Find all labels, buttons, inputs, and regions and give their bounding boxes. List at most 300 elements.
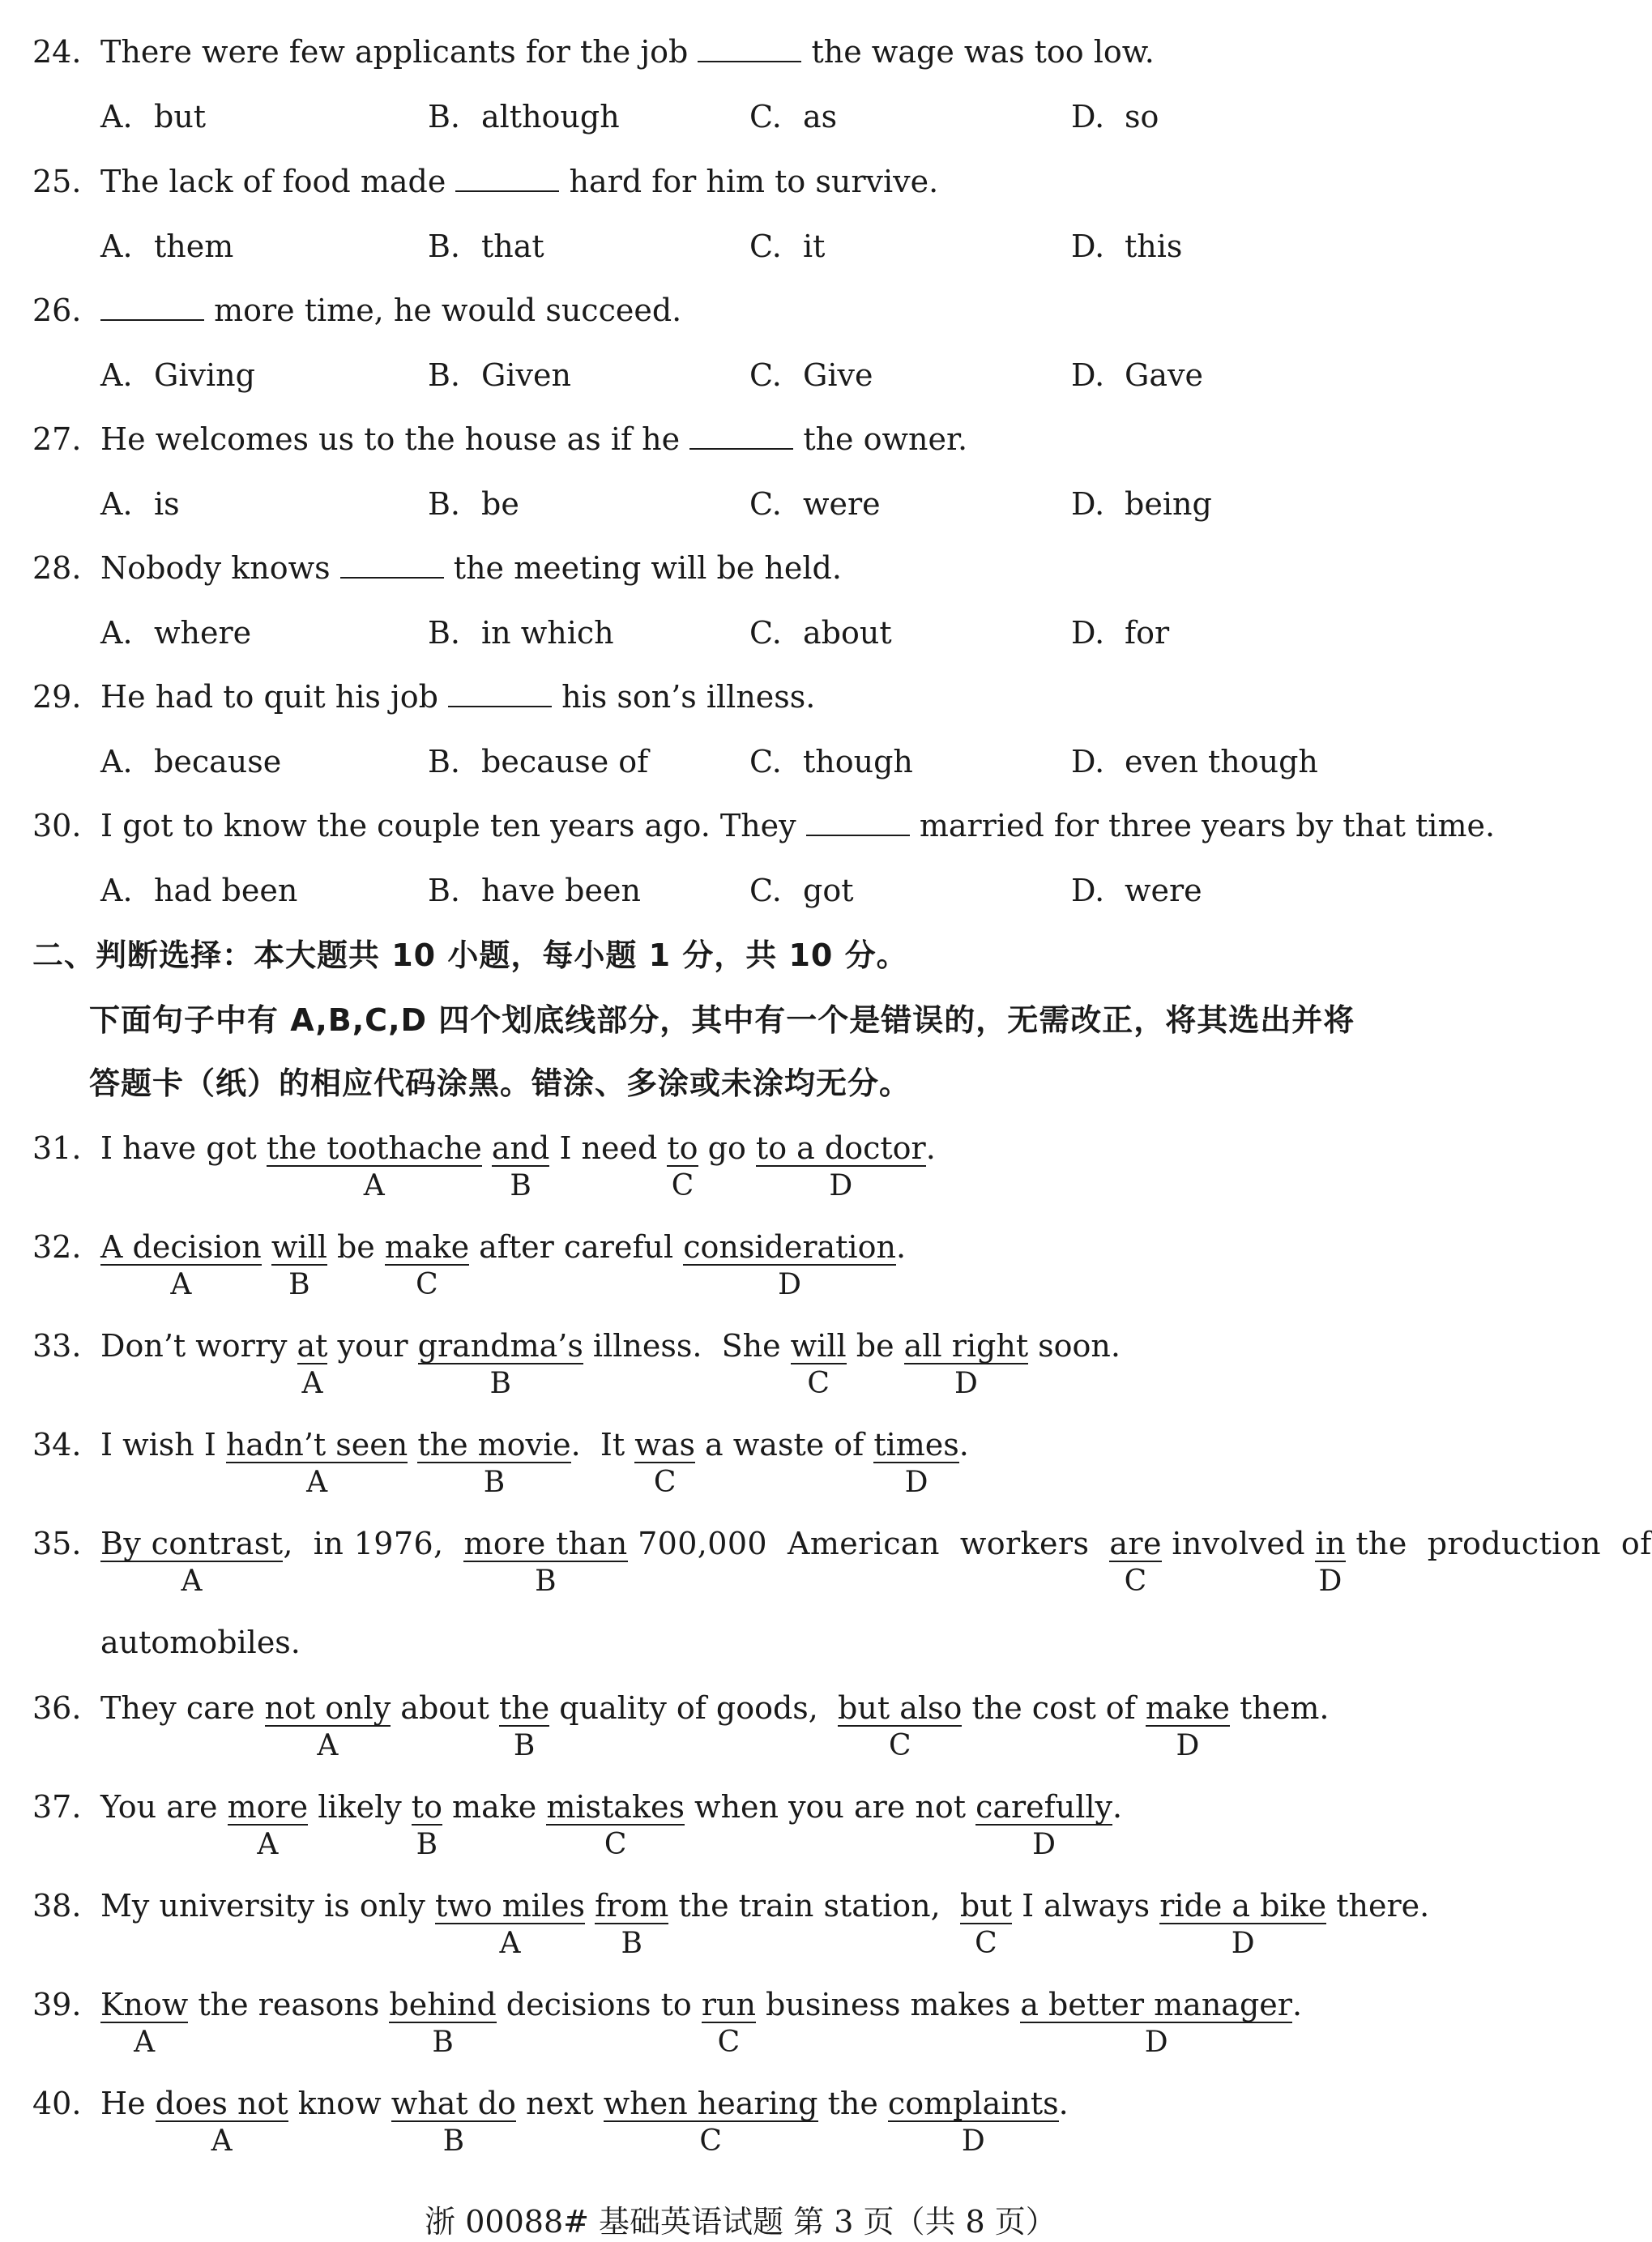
underlined-part-d[interactable]: [1315, 1526, 1346, 1598]
part-label: A: [257, 1828, 279, 1861]
option-d[interactable]: [1071, 228, 1183, 264]
underlined-text: Know: [100, 1987, 189, 2022]
underlined-part-c[interactable]: [634, 1427, 695, 1499]
option-text: about: [803, 615, 892, 651]
part-label: A: [134, 2026, 156, 2059]
underlined-text: are: [1109, 1526, 1162, 1561]
part-label: C: [699, 2125, 722, 2158]
option-text: Gave: [1125, 357, 1203, 393]
underlined-text: and: [491, 1130, 550, 1166]
underlined-part-d[interactable]: [975, 1789, 1112, 1861]
option-d[interactable]: [1071, 99, 1159, 135]
underlined-part-d[interactable]: [1159, 1888, 1327, 1960]
question-number: 31.: [32, 1130, 82, 1166]
part-label: C: [604, 1828, 627, 1861]
underlined-part-a[interactable]: [297, 1328, 328, 1400]
part-label: B: [442, 2125, 465, 2158]
underlined-part-d[interactable]: [1020, 1987, 1292, 2059]
option-letter: D.: [1071, 744, 1105, 779]
option-letter: B.: [428, 357, 461, 393]
sentence-text: there.: [1326, 1888, 1430, 1924]
underlined-text: when hearing: [603, 2086, 818, 2121]
underlined-text: consideration: [683, 1229, 896, 1265]
part-label: B: [288, 1268, 310, 1301]
sentence-text: the cost of: [962, 1690, 1146, 1726]
option-text: being: [1125, 486, 1212, 522]
option-text: that: [481, 228, 544, 264]
sentence-text: the reasons: [188, 1987, 390, 2022]
sentence-text: after careful: [469, 1229, 684, 1265]
sentence-text: I have got: [100, 1130, 267, 1166]
question-stem: [100, 421, 968, 457]
part-label: D: [961, 2125, 985, 2158]
underlined-part-d[interactable]: [903, 1328, 1029, 1400]
stem-text: the meeting will be held.: [453, 550, 842, 586]
underlined-text: all right: [903, 1328, 1029, 1364]
option-text: even though: [1125, 744, 1318, 779]
underlined-part-b[interactable]: [417, 1328, 583, 1400]
sentence-text: about: [391, 1690, 499, 1726]
question-sentence: [100, 1789, 1123, 1861]
part-label: B: [483, 1466, 506, 1499]
option-letter: B.: [428, 873, 461, 908]
underlined-part-d[interactable]: [1145, 1690, 1231, 1762]
option-text: because of: [481, 744, 649, 779]
option-c[interactable]: [749, 228, 826, 264]
underlined-text: but also: [838, 1690, 963, 1726]
option-a[interactable]: [100, 99, 207, 135]
sentence-text: .: [1112, 1789, 1123, 1825]
underlined-part-a[interactable]: [100, 1229, 262, 1301]
option-letter: C.: [749, 99, 782, 135]
sentence-text: [585, 1888, 595, 1924]
part-label: D: [1318, 1565, 1343, 1598]
underlined-part-b[interactable]: [271, 1229, 327, 1301]
question-sentence: [100, 1526, 1652, 1598]
underlined-part-c[interactable]: [838, 1690, 963, 1762]
part-label: D: [1176, 1729, 1200, 1762]
option-c[interactable]: [749, 99, 838, 135]
sentence-text: involved: [1161, 1526, 1316, 1561]
option-a[interactable]: [100, 228, 234, 264]
sentence-text: They care: [100, 1690, 265, 1726]
option-letter: C.: [749, 873, 782, 908]
part-label: A: [211, 2125, 233, 2158]
question-number: 38.: [32, 1888, 82, 1924]
sentence-text: them.: [1230, 1690, 1330, 1726]
sentence-text: be: [846, 1328, 904, 1364]
option-text: Given: [481, 357, 571, 393]
underlined-text: more: [227, 1789, 309, 1825]
option-text: it: [803, 228, 826, 264]
sentence-text: know: [288, 2086, 391, 2121]
underlined-part-c[interactable]: [790, 1328, 847, 1400]
underlined-text: By contrast: [100, 1526, 284, 1561]
section-instr1: 下面句子中有 A,B,C,D 四个划底线部分，其中有一个是错误的，无需改正，将其选出并将: [89, 1002, 1355, 1038]
option-c[interactable]: [749, 357, 873, 393]
underlined-text: will: [790, 1328, 847, 1364]
section-title: 二、判断选择：本大题共 10 小题，每小题 1 分，共 10 分。: [32, 937, 908, 973]
sentence-continuation: automobiles.: [100, 1625, 301, 1660]
sentence-text: You are: [100, 1789, 228, 1825]
sentence-text: .: [895, 1229, 907, 1265]
part-label: D: [1144, 2026, 1168, 2059]
sentence-text: I wish I: [100, 1427, 226, 1463]
sentence-text: I always: [1011, 1888, 1160, 1924]
option-letter: A.: [100, 357, 133, 393]
underlined-part-a[interactable]: [264, 1690, 391, 1762]
underlined-text: to a doctor: [755, 1130, 926, 1166]
sentence-text: when you are not: [684, 1789, 976, 1825]
answer-blank: [698, 36, 801, 62]
answer-blank: [455, 166, 559, 192]
underlined-text: but: [959, 1888, 1012, 1924]
underlined-text: complaints: [887, 2086, 1059, 2121]
option-letter: B.: [428, 228, 461, 264]
option-text: Giving: [154, 357, 255, 393]
sentence-text: .: [1058, 2086, 1069, 2121]
answer-blank: [806, 810, 910, 836]
part-label: D: [778, 1268, 802, 1301]
option-text: were: [803, 486, 881, 522]
part-label: A: [306, 1466, 328, 1499]
part-label: C: [416, 1268, 438, 1301]
option-text: because: [154, 744, 282, 779]
underlined-part-c[interactable]: [959, 1888, 1012, 1960]
option-text: though: [803, 744, 913, 779]
underlined-part-c[interactable]: [667, 1130, 698, 1202]
part-label: D: [829, 1169, 853, 1202]
underlined-part-c[interactable]: [546, 1789, 685, 1861]
question-sentence: [100, 1690, 1330, 1762]
part-label: B: [535, 1565, 557, 1598]
option-letter: C.: [749, 744, 782, 779]
part-label: B: [432, 2026, 454, 2059]
underlined-part-d[interactable]: [683, 1229, 896, 1301]
sentence-text: go: [698, 1130, 756, 1166]
option-letter: D.: [1071, 486, 1105, 522]
sentence-text: .: [1291, 1987, 1303, 2022]
underlined-text: behind: [389, 1987, 497, 2022]
option-letter: A.: [100, 228, 133, 264]
option-letter: B.: [428, 615, 461, 651]
stem-text: He welcomes us to the house as if he: [100, 421, 681, 457]
part-label: A: [317, 1729, 339, 1762]
question-number: 24.: [32, 34, 82, 70]
underlined-text: in: [1315, 1526, 1346, 1561]
section-instr2: 答题卡（纸）的相应代码涂黑。错涂、多涂或未涂均无分。: [89, 1065, 911, 1101]
option-text: although: [481, 99, 620, 135]
answer-blank: [340, 553, 444, 579]
underlined-text: a better manager: [1020, 1987, 1292, 2022]
option-b[interactable]: [428, 615, 614, 651]
part-label: C: [975, 1927, 997, 1960]
option-text: them: [154, 228, 234, 264]
sentence-text: [482, 1130, 492, 1166]
part-label: C: [888, 1729, 911, 1762]
underlined-part-a[interactable]: [155, 2086, 288, 2158]
underlined-part-a[interactable]: [100, 1526, 284, 1598]
part-label: D: [1231, 1927, 1255, 1960]
sentence-text: My university is only: [100, 1888, 435, 1924]
sentence-text: , in 1976,: [283, 1526, 464, 1561]
option-letter: B.: [428, 486, 461, 522]
part-label: A: [499, 1927, 521, 1960]
sentence-text: 700,000 American workers: [627, 1526, 1110, 1561]
question-sentence: [100, 1130, 936, 1202]
sentence-text: .: [925, 1130, 936, 1166]
question-stem: [100, 550, 842, 586]
underlined-part-b[interactable]: [411, 1789, 442, 1861]
underlined-part-a[interactable]: [266, 1130, 482, 1202]
underlined-part-a[interactable]: [225, 1427, 408, 1499]
underlined-part-d[interactable]: [873, 1427, 959, 1499]
question-number: 29.: [32, 679, 82, 715]
option-letter: C.: [749, 357, 782, 393]
question-stem: [100, 34, 1155, 70]
question-number: 33.: [32, 1328, 82, 1364]
question-stem: [100, 810, 1495, 841]
underlined-part-a[interactable]: [434, 1888, 586, 1960]
underlined-text: run: [701, 1987, 756, 2022]
option-letter: C.: [749, 486, 782, 522]
sentence-text: I need: [549, 1130, 668, 1166]
option-c[interactable]: [749, 615, 892, 651]
underlined-text: carefully: [975, 1789, 1112, 1825]
option-letter: C.: [749, 615, 782, 651]
question-number: 26.: [32, 293, 82, 328]
stem-text: the wage was too low.: [811, 34, 1155, 70]
option-a[interactable]: [100, 357, 255, 393]
part-label: A: [170, 1268, 192, 1301]
part-label: B: [510, 1169, 531, 1202]
sentence-text: [408, 1427, 417, 1463]
underlined-text: more than: [463, 1526, 628, 1561]
option-text: is: [154, 486, 180, 522]
underlined-text: at: [297, 1328, 328, 1364]
sentence-text: next: [515, 2086, 604, 2121]
option-text: be: [481, 486, 519, 522]
part-label: C: [717, 2026, 741, 2059]
underlined-part-b[interactable]: [498, 1690, 550, 1762]
option-letter: D.: [1071, 615, 1105, 651]
option-a[interactable]: [100, 615, 252, 651]
option-text: where: [154, 615, 252, 651]
option-b[interactable]: [428, 228, 544, 264]
sentence-text: make: [442, 1789, 547, 1825]
question-number: 28.: [32, 550, 82, 586]
sentence-text: . It: [570, 1427, 635, 1463]
option-d[interactable]: [1071, 875, 1202, 906]
underlined-part-b[interactable]: [391, 2086, 516, 2158]
option-letter: D.: [1071, 357, 1105, 393]
question-sentence: [100, 1888, 1430, 1960]
option-a[interactable]: [100, 875, 297, 906]
part-label: C: [671, 1169, 694, 1202]
sentence-text: be: [327, 1229, 385, 1265]
stem-text: more time, he would succeed.: [214, 293, 682, 328]
underlined-text: A decision: [100, 1229, 262, 1265]
option-text: for: [1125, 615, 1170, 651]
underlined-part-b[interactable]: [491, 1130, 550, 1202]
option-letter: A.: [100, 486, 133, 522]
part-label: C: [653, 1466, 677, 1499]
underlined-part-b[interactable]: [417, 1427, 571, 1499]
option-d[interactable]: [1071, 746, 1318, 777]
option-text: got: [803, 873, 854, 908]
option-letter: D.: [1071, 228, 1105, 264]
question-number: 32.: [32, 1229, 82, 1265]
option-d[interactable]: [1071, 615, 1170, 651]
underlined-part-d[interactable]: [887, 2086, 1059, 2158]
option-letter: B.: [428, 744, 461, 779]
option-text: as: [803, 99, 838, 135]
stem-text: He had to quit his job: [100, 679, 438, 715]
sentence-text: [262, 1229, 271, 1265]
answer-blank: [100, 295, 204, 321]
underlined-text: to: [667, 1130, 698, 1166]
option-letter: B.: [428, 99, 461, 135]
part-label: B: [416, 1828, 438, 1861]
option-d[interactable]: [1071, 486, 1212, 522]
underlined-text: make: [384, 1229, 470, 1265]
question-number: 35.: [32, 1526, 82, 1561]
question-number: 36.: [32, 1690, 82, 1726]
option-text: had been: [154, 873, 298, 908]
sentence-text: illness. She: [583, 1328, 791, 1364]
stem-text: Nobody knows: [100, 550, 331, 586]
option-letter: A.: [100, 744, 133, 779]
option-text: this: [1125, 228, 1183, 264]
underlined-text: times: [873, 1427, 959, 1463]
option-b[interactable]: [428, 486, 519, 522]
sentence-text: the production of: [1345, 1526, 1652, 1561]
question-stem: [100, 295, 681, 326]
sentence-text: .: [958, 1427, 969, 1463]
option-text: in which: [481, 615, 614, 651]
underlined-part-a[interactable]: [100, 1987, 189, 2059]
underlined-text: the: [498, 1690, 550, 1726]
part-label: D: [954, 1367, 978, 1400]
question-sentence: [100, 1229, 907, 1301]
option-text: have been: [481, 873, 641, 908]
option-text: but: [154, 99, 207, 135]
option-text: so: [1125, 99, 1159, 135]
stem-text: I got to know the couple ten years ago. They: [100, 808, 796, 843]
underlined-text: the movie: [417, 1427, 571, 1463]
underlined-part-a[interactable]: [227, 1789, 309, 1861]
part-label: B: [513, 1729, 536, 1762]
underlined-part-c[interactable]: [1109, 1526, 1162, 1598]
sentence-text: Don’t worry: [100, 1328, 297, 1364]
question-sentence: [100, 1427, 969, 1499]
question-sentence: [100, 1987, 1303, 2059]
underlined-part-c[interactable]: [701, 1987, 756, 2059]
underlined-part-b[interactable]: [595, 1888, 669, 1960]
sentence-text: likely: [308, 1789, 412, 1825]
underlined-text: hadn’t seen: [225, 1427, 408, 1463]
question-sentence: [100, 2086, 1069, 2158]
underlined-part-c[interactable]: [603, 2086, 818, 2158]
underlined-text: grandma’s: [417, 1328, 583, 1364]
underlined-text: mistakes: [546, 1789, 685, 1825]
question-number: 30.: [32, 808, 82, 843]
question-number: 34.: [32, 1427, 82, 1463]
stem-text: the owner.: [803, 421, 968, 457]
option-b[interactable]: [428, 746, 648, 777]
question-number: 25.: [32, 164, 82, 199]
sentence-text: quality of goods,: [549, 1690, 839, 1726]
underlined-text: does not: [155, 2086, 288, 2121]
option-d[interactable]: [1071, 357, 1203, 393]
option-a[interactable]: [100, 746, 281, 777]
underlined-text: was: [634, 1427, 695, 1463]
option-letter: C.: [749, 228, 782, 264]
stem-text: The lack of food made: [100, 164, 446, 199]
underlined-text: ride a bike: [1159, 1888, 1327, 1924]
underlined-text: not only: [264, 1690, 391, 1726]
stem-text: his son’s illness.: [561, 679, 816, 715]
underlined-text: to: [411, 1789, 442, 1825]
stem-text: There were few applicants for the job: [100, 34, 689, 70]
question-stem: [100, 679, 816, 715]
part-label: A: [301, 1367, 323, 1400]
sentence-text: business makes: [755, 1987, 1021, 2022]
underlined-text: the toothache: [266, 1130, 482, 1166]
option-c[interactable]: [749, 486, 881, 522]
underlined-part-c[interactable]: [384, 1229, 470, 1301]
option-b[interactable]: [428, 99, 620, 135]
option-text: Give: [803, 357, 873, 393]
underlined-text: what do: [391, 2086, 516, 2121]
answer-blank: [448, 681, 552, 707]
option-a[interactable]: [100, 486, 180, 522]
sentence-text: your: [327, 1328, 418, 1364]
option-letter: D.: [1071, 99, 1105, 135]
stem-text: married for three years by that time.: [919, 808, 1496, 843]
option-letter: A.: [100, 615, 133, 651]
part-label: B: [621, 1927, 642, 1960]
option-text: were: [1125, 873, 1202, 908]
underlined-text: make: [1145, 1690, 1231, 1726]
sentence-text: soon.: [1028, 1328, 1121, 1364]
part-label: C: [807, 1367, 830, 1400]
part-label: C: [1124, 1565, 1147, 1598]
option-letter: A.: [100, 99, 133, 135]
underlined-text: two miles: [434, 1888, 586, 1924]
sentence-text: the train station,: [668, 1888, 960, 1924]
answer-blank: [689, 424, 793, 450]
option-c[interactable]: [749, 746, 913, 777]
question-number: 39.: [32, 1987, 82, 2022]
option-b[interactable]: [428, 875, 641, 906]
sentence-text: decisions to: [496, 1987, 702, 2022]
option-b[interactable]: [428, 357, 571, 393]
part-label: B: [489, 1367, 511, 1400]
underlined-part-b[interactable]: [463, 1526, 628, 1598]
stem-text: hard for him to survive.: [569, 164, 939, 199]
sentence-text: He: [100, 2086, 156, 2121]
option-c[interactable]: [749, 875, 853, 906]
sentence-text: a waste of: [694, 1427, 874, 1463]
underlined-part-d[interactable]: [755, 1130, 926, 1202]
question-number: 40.: [32, 2086, 82, 2121]
part-label: D: [1032, 1828, 1056, 1861]
question-number: 37.: [32, 1789, 82, 1825]
underlined-part-b[interactable]: [389, 1987, 497, 2059]
page-footer: 浙 00088# 基础英语试题 第 3 页（共 8 页）: [425, 2204, 1057, 2240]
part-label: A: [363, 1169, 385, 1202]
